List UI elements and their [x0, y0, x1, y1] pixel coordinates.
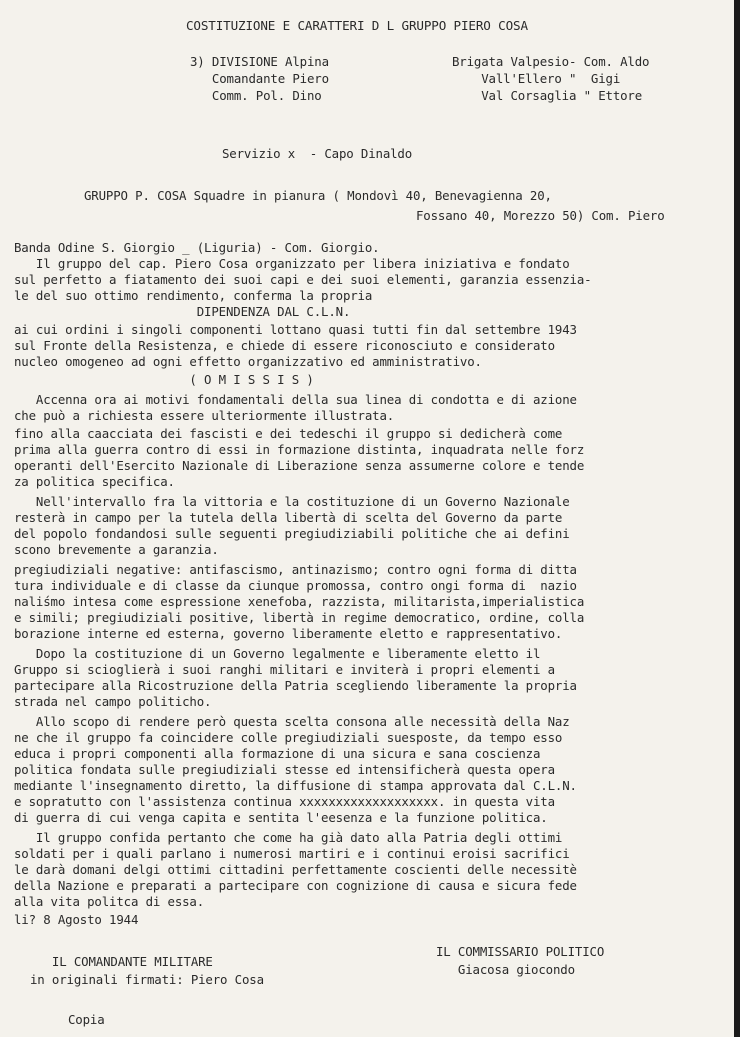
body-line: nucleo omogeneo ad ogni effetto organizzativo ed amministrativo.	[14, 354, 482, 369]
body-line: Il gruppo confida pertanto che come ha già dato alla Patria degli ottimi	[14, 830, 563, 845]
military-commander-title: IL COMANDANTE MILITARE	[30, 954, 213, 969]
body-line: DIPENDENZA DAL C.L.N.	[14, 304, 351, 319]
body-line: fino alla caacciata dei fascisti e dei tedeschi il gruppo si dedicherà come	[14, 426, 563, 441]
gruppo-line-1: GRUPPO P. COSA Squadre in pianura ( Mondovì 40, Benevagienna 20,	[84, 188, 552, 203]
body-line: della Nazione e preparati a partecipare con cognizione di causa e sicura fede	[14, 878, 577, 893]
body-line: sul Fronte della Resistenza, e chiede di essere riconosciuto e considerato	[14, 338, 555, 353]
body-line: operanti dell'Esercito Nazionale di Liberazione senza assumerne colore e tende	[14, 458, 585, 473]
body-line: mediante l'insegnamento diretto, la diffusione di stampa approvata dal C.L.N.	[14, 778, 577, 793]
body-line: pregiudiziali negative: antifascismo, antinazismo; contro ogni forma di ditta	[14, 562, 577, 577]
header-left-line-3: Comm. Pol. Dino	[190, 88, 322, 103]
body-line: Gruppo si scioglierà i suoi ranghi militari e inviterà i propri elementi a	[14, 662, 555, 677]
body-line: borazione interne ed esterna, governo liberamente eletto e rappresentativo.	[14, 626, 563, 641]
body-line: e sopratutto con l'assistenza continua xxxxxxxxxxxxxxxxxxx. in questa vita	[14, 794, 555, 809]
body-line: naliśmo intesa come espressione xenefoba, razzista, militarista,imperialistica	[14, 594, 585, 609]
body-line: Nell'intervallo fra la vittoria e la costituzione di un Governo Nazionale	[14, 494, 570, 509]
body-line: soldati per i quali parlano i numerosi martiri e i continui eroisi sacrifici	[14, 846, 570, 861]
body-line: ai cui ordini i singoli componenti lottano quasi tutti fin dal settembre 1943	[14, 322, 577, 337]
body-line: del popolo fondandosi sulle seguenti pregiudiziabili politiche che ai defini	[14, 526, 570, 541]
gruppo-line-2: Fossano 40, Morezzo 50) Com. Piero	[416, 208, 665, 223]
body-line: Il gruppo del cap. Piero Cosa organizzato per libera iniziativa e fondato	[14, 256, 570, 271]
body-line: ( O M I S S I S )	[14, 372, 314, 387]
document-title: COSTITUZIONE E CARATTERI D L GRUPPO PIERO COSA	[186, 18, 528, 33]
body-line: che può a richiesta essere ulteriormente illustrata.	[14, 408, 395, 423]
body-line: prima alla guerra contro di essi in formazione distinta, inquadrata nelle forz	[14, 442, 585, 457]
body-line: scono brevemente a garanzia.	[14, 542, 219, 557]
header-left-line-2: Comandante Piero	[190, 71, 329, 86]
body-line: sul perfetto a fiatamento dei suoi capi e dei suoi elementi, garanzia essenzia-	[14, 272, 592, 287]
body-line: educa i propri componenti alla formazione di una sicura e sana coscienza	[14, 746, 541, 761]
body-line: Banda Odine S. Giorgio _ (Liguria) - Com. Giorgio.	[14, 240, 380, 255]
body-line: alla vita politca di essa.	[14, 894, 205, 909]
body-line: strada nel campo politicho.	[14, 694, 212, 709]
header-right-line-2: Vall'Ellero " Gigi	[452, 71, 621, 86]
body-line: le del suo ottimo rendimento, conferma la propria	[14, 288, 373, 303]
body-line: politica fondata sulle pregiudiziali stesse ed intensificherà questa opera	[14, 762, 555, 777]
body-line: Allo scopo di rendere però questa scelta consona alle necessità della Naz	[14, 714, 570, 729]
service-line: Servizio x - Capo Dinaldo	[222, 146, 413, 161]
date-line: li? 8 Agosto 1944	[14, 912, 139, 927]
body-line: za politica specifica.	[14, 474, 175, 489]
body-line: tura individuale e di classe da ciunque promossa, contro ongi forma di nazio	[14, 578, 577, 593]
body-line: Accenna ora ai motivi fondamentali della sua linea di condotta e di azione	[14, 392, 577, 407]
header-left-line-1: 3) DIVISIONE Alpina	[190, 54, 329, 69]
body-line: Dopo la costituzione di un Governo legalmente e liberamente eletto il	[14, 646, 541, 661]
header-right-line-1: Brigata Valpesio- Com. Aldo	[452, 54, 650, 69]
military-commander-signature: in originali firmati: Piero Cosa	[30, 972, 264, 987]
political-commissar-title: IL COMMISSARIO POLITICO	[436, 944, 605, 959]
body-line: e simili; pregiudiziali positive, libertà in regime democratico, ordine, colla	[14, 610, 585, 625]
political-commissar-name: Giacosa giocondo	[436, 962, 575, 977]
body-line: resterà in campo per la tutela della libertà di scelta del Governo da parte	[14, 510, 563, 525]
header-right-line-3: Val Corsaglia " Ettore	[452, 88, 643, 103]
body-line: di guerra di cui venga capita e sentita l'eesenza e la funzione politica.	[14, 810, 548, 825]
body-line: partecipare alla Ricostruzione della Patria scegliendo liberamente la propria	[14, 678, 577, 693]
body-line: ne che il gruppo fa coincidere colle pregiudiziali suesposte, da tempo esso	[14, 730, 563, 745]
copy-note: Copia	[68, 1012, 105, 1027]
body-line: le darà domani delgi ottimi cittadini perfettamente coscienti delle necessitè	[14, 862, 577, 877]
